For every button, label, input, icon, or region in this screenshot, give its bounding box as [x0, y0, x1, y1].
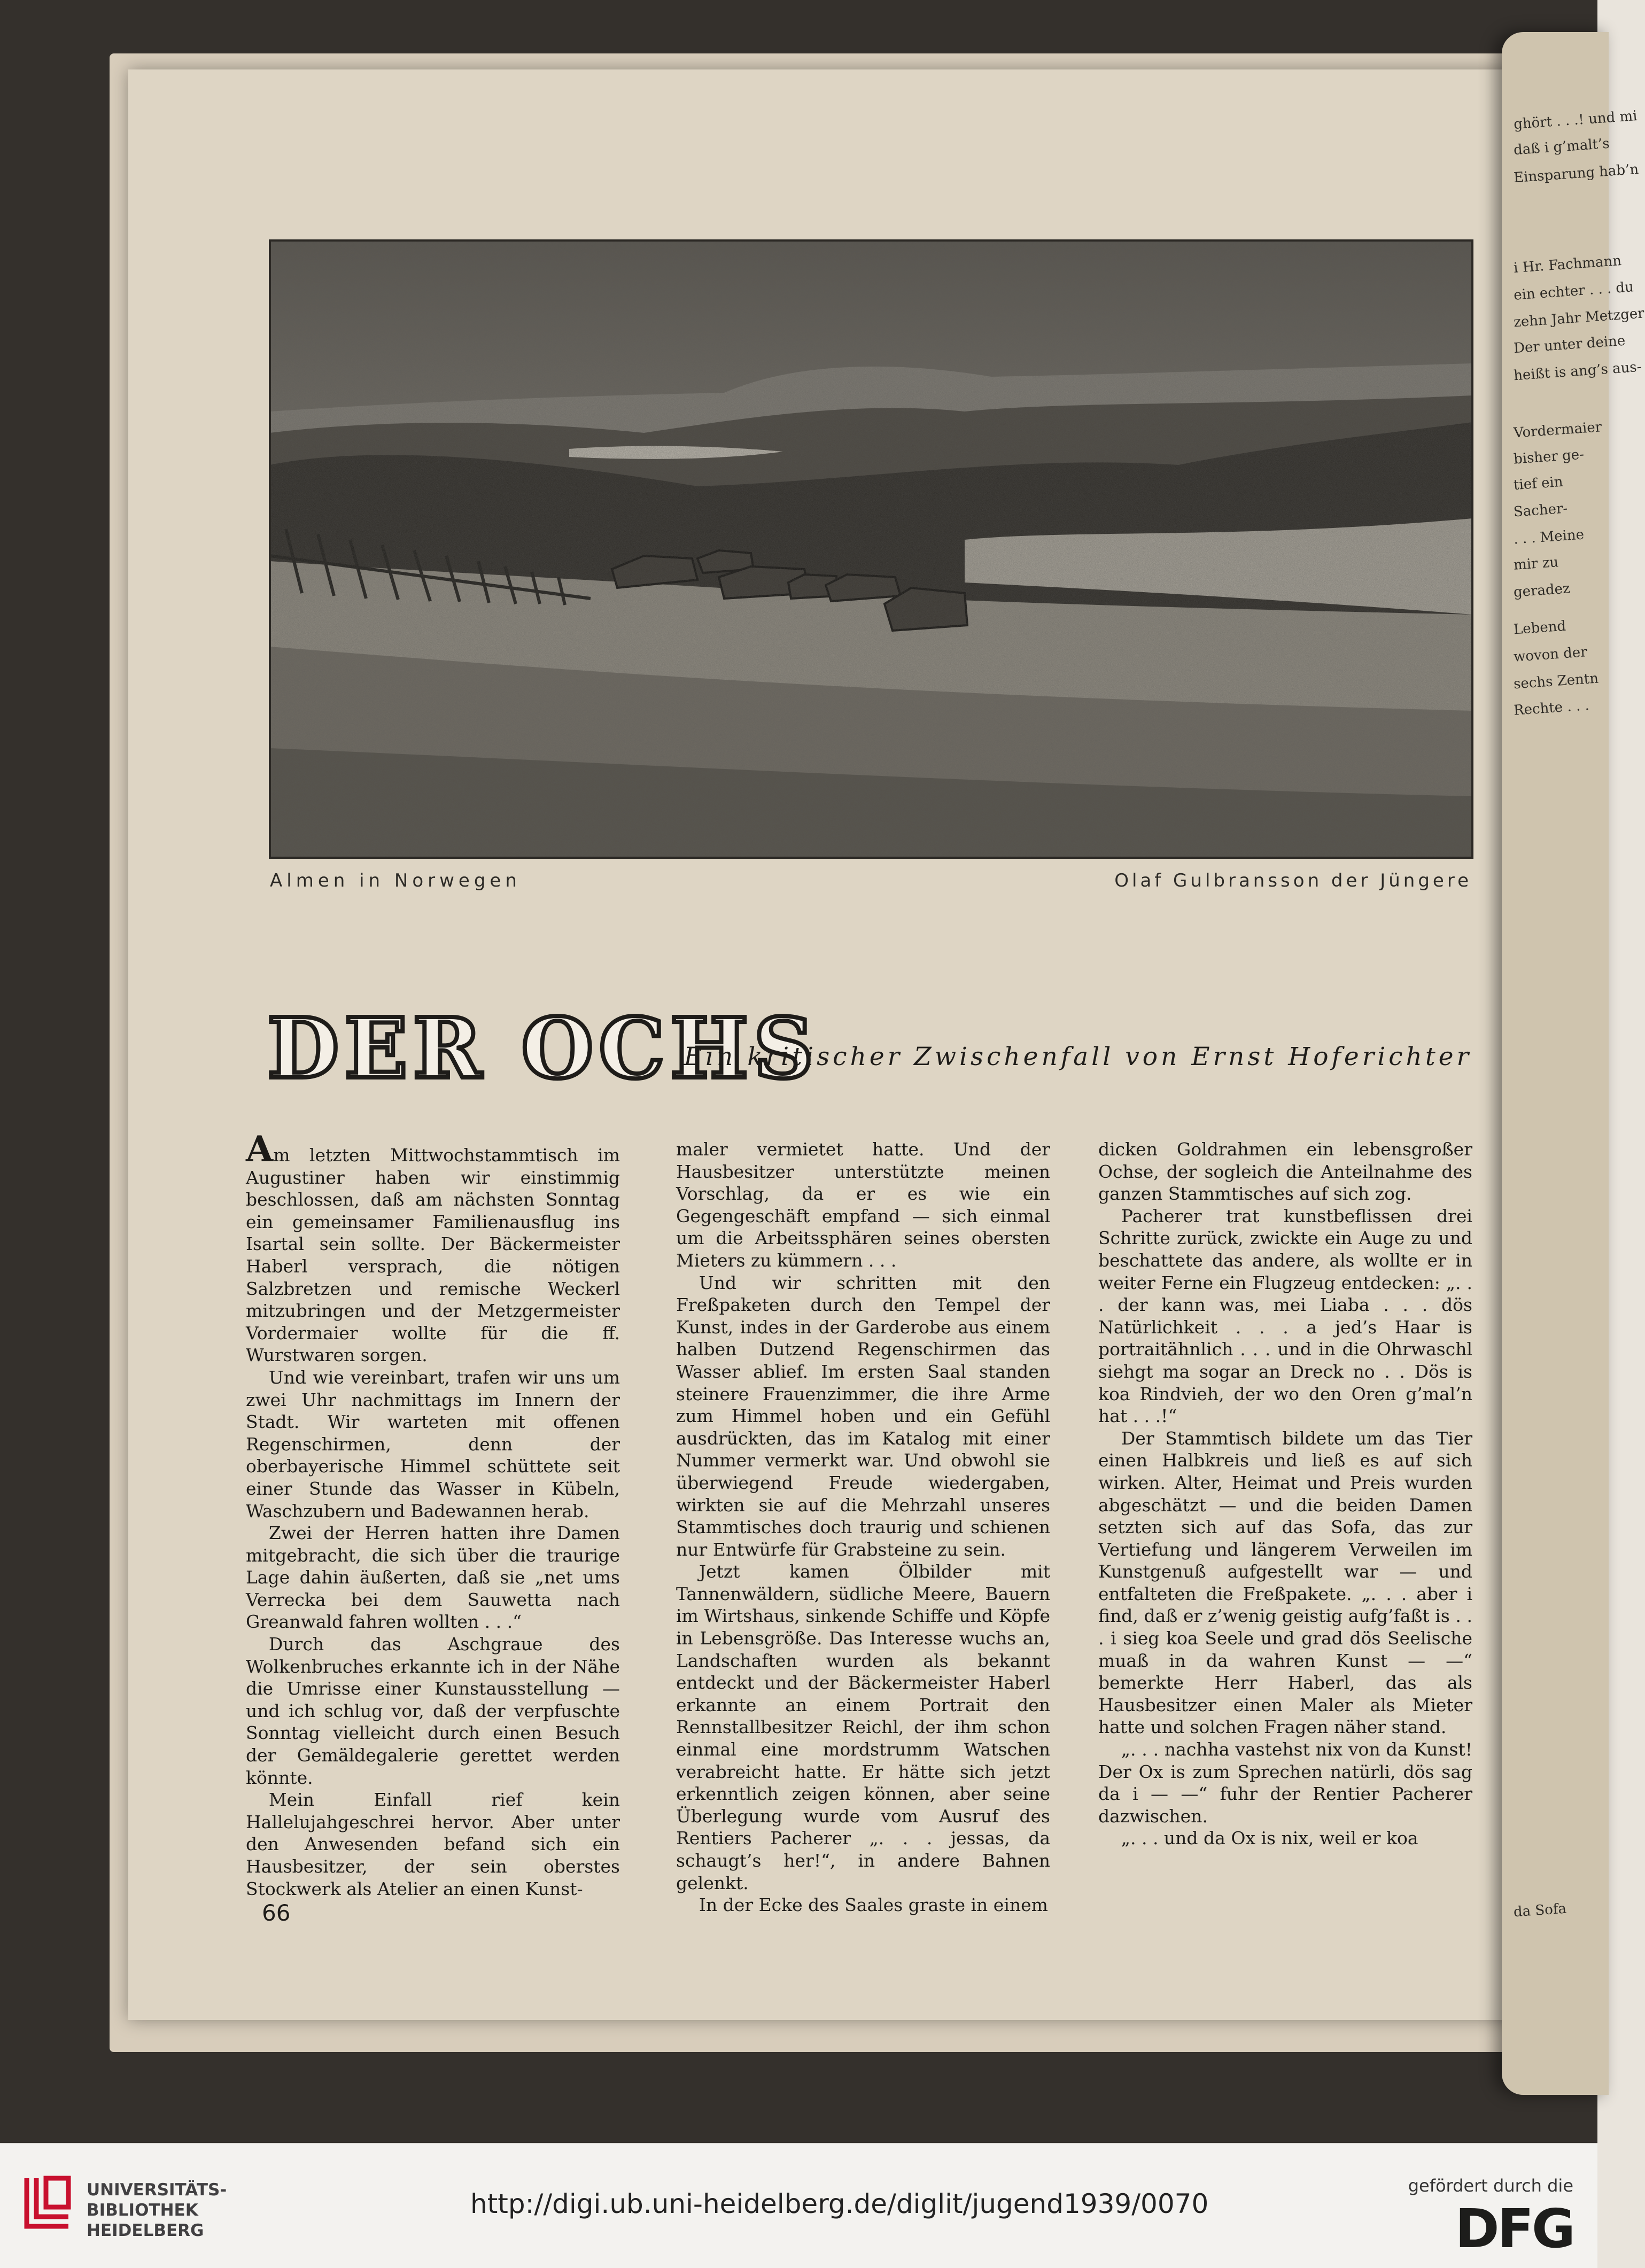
paragraph: Jetzt kamen Ölbilder mit Tannenwäldern, südliche Meere, Bauern im Wirtshaus, sinkende Schiffe und Köpfe in Lebensgröße. Das Interesse wuchs an, Landschaften wurden als bekannt entdeckt und der Bäckermeister Haberl erkannte an einem Portrait den Rennstallbesitzer Reichl, der ihm schon einmal eine mordstrumm Watschen verabreicht hatte. Er hätte sich jetzt erkenntlich zeigen können, aber seine Überlegung wurde vom Ausruf des Rentiers Pacherer „. . . jessas, da schaugt’s her!“, in andere Bahnen gelenkt.	[676, 1561, 1050, 1893]
paragraph: „. . . nachha vastehst nix von da Kunst! Der Ox is zum Sprechen natürli, dös sag da i — —“ fuhr der Rentier Pacherer dazwischen.	[1098, 1739, 1472, 1827]
facing-page-text: wovon der	[1513, 644, 1588, 665]
library-name-line: BIBLIOTHEK	[87, 2201, 198, 2220]
article-column-3	[1098, 1138, 1472, 1850]
article-column-2	[676, 1138, 1050, 1916]
viewer-footer	[0, 2143, 1597, 2268]
paragraph: „. . . und da Ox is nix, weil er koa	[1121, 1828, 1418, 1849]
facing-page-text: Rechte . . .	[1513, 697, 1590, 719]
paragraph: maler vermietet hatte. Und der Hausbesitzer unterstützte meinen Vorschlag, da er es wie ein Gegengeschäft empfand — sich einmal um die Arbeitssphären seines obersten Mieters zu kümmern . . .	[676, 1139, 1050, 1271]
facing-page-text: tief ein	[1513, 473, 1564, 494]
facing-page-text: Der unter deine	[1513, 332, 1626, 357]
facing-page-text: ghört . . .! und mi	[1513, 107, 1638, 133]
paragraph: Und wir schritten mit den Freßpaketen durch den Tempel der Kunst, indes in der Garderobe aus einem halben Dutzend Regenschirmen das Wasser ablief. Im ersten Saal standen steinere Frauenzimmer, die ihre Arme zum Himmel hoben und ein Gefühl ausdrückten, das im Katalog mit einer Nummer vermerkt war. Und obwohl sie überwiegend Freude wiedergaben, wirkten sie auf die Mehrzahl unseres Stammtisches doch traurig und schienen nur Entwürfe für Grabsteine zu sein.	[676, 1272, 1050, 1560]
facing-page-text: . . . Meine	[1513, 526, 1585, 548]
paragraph: Mein Einfall rief kein Hallelujahgeschrei hervor. Aber unter den Anwesenden befand sich ein Hausbesitzer, der sein oberstes Stockwerk als Atelier an einen Kunst-	[246, 1789, 620, 1899]
article-title: DER OCHS	[267, 999, 819, 1097]
facing-page-text: ein echter . . . du	[1513, 279, 1634, 304]
landscape-illustration	[270, 240, 1472, 858]
paragraph: Zwei der Herren hatten ihre Damen mitgebracht, die sich über die traurige Lage dahin äußerten, daß sie „net ums Verrecka bei dem Sauwetta nach Greanwald fahren wollten . . .“	[246, 1523, 620, 1633]
facing-page-edge	[1502, 32, 1645, 2095]
facing-page-text: Lebend	[1513, 618, 1567, 638]
facing-page-text: heißt is ang’s aus-	[1513, 359, 1642, 384]
paragraph: Der Stammtisch bildete um das Tier einen Halbkreis und ließ es auf sich wirken. Alter, Heimat und Preis wurden abgeschätzt — und die beiden Damen setzten sich auf das Sofa, das zur Vertiefung und längerem Verweilen im Kunstgenuß aufgestellt war — und entfalteten die Freßpakete. „. . . aber i find, daß er z’wenig geistig aufg’faßt is . . . i sieg koa Seele und grad dös Seelische muaß in da wahren Kunst — —“ bemerkte Herr Haberl, das als Hausbesitzer einen Maler als Mieter hatte und solchen Fragen näher stand.	[1098, 1427, 1472, 1738]
facing-page-text: Vordermaier	[1513, 419, 1603, 441]
university-library-name[interactable]	[87, 2180, 227, 2241]
library-name-line: HEIDELBERG	[87, 2221, 204, 2240]
dfg-logo[interactable]: DFG	[1455, 2197, 1573, 2260]
paragraph: dicken Goldrahmen ein lebensgroßer Ochse, der sogleich die Anteilnahme des ganzen Stammtisches auf sich zog.	[1098, 1139, 1472, 1205]
drop-cap: A	[246, 1128, 274, 1170]
facing-page-text: Einsparung hab’n	[1513, 161, 1640, 187]
facing-page-text: sechs Zentn	[1513, 670, 1599, 693]
paragraph: In der Ecke des Saales graste in einem	[699, 1894, 1048, 1916]
figure-caption-title: Almen in Norwegen	[270, 870, 521, 891]
paragraph-text: m letzten Mittwochstammtisch im Augustiner haben wir einstimmig beschlossen, daß am nächsten Sonntag ein gemeinsamer Familienausflug ins Isartal sein sollte. Der Bäckermeister Haberl versprach, die nötigen Salzbretzen und remische Weckerl mitzubringen und der Metzgermeister Vordermaier wollte für die ff. Wurstwaren sorgen.	[246, 1145, 620, 1366]
permalink-url[interactable]: http://digi.ub.uni-heidelberg.de/diglit/jugend1939/0070	[470, 2188, 1209, 2219]
library-name-line: UNIVERSITÄTS-	[87, 2180, 227, 2200]
university-library-logo-icon[interactable]	[16, 2173, 79, 2232]
paragraph: Pacherer trat kunstbeflissen drei Schritte zurück, zwickte ein Auge zu und beschattete das andere, als wollte er in weiter Ferne ein Flugzeug entdecken: „. . . der kann was, mei Liaba . . . dös Natürlichkeit . . . a jed’s Haar is portraitähnlich . . . und in die Ohrwaschl siehgt ma sogar an Dreck no . . Dös is koa Rindvieh, der wo den Oren g’mal’n hat . . .!“	[1098, 1205, 1472, 1427]
facing-page-text: geradez	[1513, 580, 1571, 601]
article-column-1	[246, 1128, 620, 1900]
paragraph: Durch das Aschgraue des Wolkenbruches erkannte ich in der Nähe die Umrisse einer Kunstausstellung — und ich schlug vor, daß der verpfuschte Sonntag vielleicht durch einen Besuch der Gemäldegalerie gerettet werden könnte.	[246, 1634, 620, 1788]
paragraph	[246, 1128, 620, 1366]
facing-page-text: bisher ge-	[1513, 446, 1585, 468]
figure-caption-artist: Olaf Gulbransson der Jüngere	[1114, 870, 1472, 891]
facing-page-text: i Hr. Fachmann	[1513, 252, 1622, 277]
facing-page-text: daß i g’malt’s	[1513, 135, 1610, 159]
facing-page-text: zehn Jahr Metzger	[1513, 305, 1645, 331]
funding-label: gefördert durch die	[1408, 2176, 1573, 2196]
facing-page-text: da Sofa	[1513, 1900, 1567, 1921]
article-subtitle: Ein kritischer Zwischenfall von Ernst Hoferichter	[684, 1042, 1472, 1071]
page-number: 66	[262, 1900, 291, 1926]
facing-page-text: mir zu	[1513, 554, 1559, 573]
facing-page-text: Sacher-	[1513, 500, 1569, 521]
paragraph: Und wie vereinbart, trafen wir uns um zwei Uhr nachmittags im Innern der Stadt. Wir warteten mit offenen Regenschirmen, denn der oberbayerische Himmel schüttete seit einer Stunde das Wasser in Kübeln, Waschzubern und Badewannen herab.	[246, 1366, 620, 1521]
